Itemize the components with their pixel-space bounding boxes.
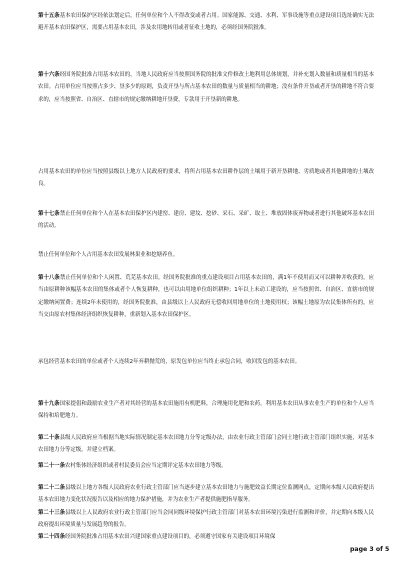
- paragraph-article-19: [38, 398, 374, 423]
- paragraph-article-15: [38, 10, 374, 35]
- paragraph-article-18: [38, 272, 374, 321]
- page-number: page 3 of 5: [350, 546, 390, 553]
- paragraph-text: 县级以上人民政府农业行政主管部门应当会同同级环境保护行政主管部门对基本农田环境污染进行监测和评价，并定期向本级人民政府提出环境质量与发展趋势的报告。: [38, 510, 374, 529]
- paragraph-text: 禁止任何单位和个人闲置、荒芜基本农田。经国务院批准的重点建设项目占用基本农田的，满1年不使用而又可以耕种并收获的，应当由原耕种该幅基本农田的集体或者个人恢复耕种，也可以由用地单位组织耕种；1年以上未动工建设的，应当按照省、自治区、直辖市的规定缴纳闲置费；连续2年未使用的，经国务院批准，由县级以上人民政府无偿收回用地单位的土地使用权；该幅土地原为农民集体所有的，应当交由原农村集体经济组织恢复耕种，重新划入基本农田保护区。: [38, 275, 374, 318]
- article-number: 第二十条: [38, 435, 60, 441]
- paragraph-article-20: [38, 432, 374, 457]
- paragraph-article-18-clause-2: [38, 356, 374, 368]
- paragraph-article-24: [38, 531, 374, 543]
- paragraph-text: 禁止任何单位和个人占用基本农田发展林果业和挖塘养鱼。: [38, 252, 179, 258]
- paragraph-text: 占用基本农田的单位应当按照县级以上地方人民政府的要求，将所占用基本农田耕作层的土壤用于新开垦耕地、劣质地或者其他耕地的土壤改良。: [38, 169, 374, 188]
- article-number: 第十八条: [38, 275, 60, 281]
- article-number: 第二十二条: [38, 485, 66, 491]
- paragraph-text: 农村集体经济组织或者村民委员会应当定期评定基本农田地力等级。: [64, 463, 227, 469]
- paragraph-text: 基本农田保护区经依法划定后，任何单位和个人不得改变或者占用。国家能源、交通、水利、军事设施等重点建设项目选址确实无法避开基本农田保护区，需要占用基本农田，涉及农用地转用或者征收土地的，必须经国务院批准。: [38, 13, 374, 32]
- paragraph-article-17: [38, 208, 374, 233]
- paragraph-article-16-clause-2: [38, 166, 374, 191]
- paragraph-text: 县级以上地方各级人民政府农业行政主管部门应当逐步建立基本农田地力与施肥效益长期定位监测网点，定期向本级人民政府提出基本农田地力变化状况报告以及相应的地力保护措施，并为农业生产者提供施肥指导服务。: [38, 485, 374, 504]
- paragraph-article-16: [38, 69, 374, 106]
- article-number: 第十五条: [38, 13, 60, 19]
- paragraph-text: 国家提倡和鼓励农业生产者对其经营的基本农田施用有机肥料，合理施用化肥和农药。利用基本农田从事农业生产的单位和个人应当保持和培肥地力。: [38, 401, 374, 420]
- article-number: 第二十三条: [38, 510, 66, 516]
- paragraph-article-22: [38, 482, 374, 507]
- paragraph-text: 县级人民政府应当根据当地实际情况制定基本农田地力分等定级办法，由农业行政主管部门会同土地行政主管部门组织实施，对基本农田地力分等定级，并建立档案。: [38, 435, 374, 454]
- article-number: 第十六条: [38, 72, 60, 78]
- paragraph-text: 承包经营基本农田的单位或者个人连续2年弃耕抛荒的，原发包单位应当终止承包合同，收回发包的基本农田。: [38, 359, 301, 365]
- article-number: 第二十四条: [38, 534, 65, 540]
- article-number: 第十七条: [38, 211, 60, 217]
- article-number: 第十九条: [38, 401, 60, 407]
- paragraph-article-23: [38, 507, 374, 532]
- paragraph-article-21: [38, 460, 374, 472]
- paragraph-text: 禁止任何单位和个人在基本农田保护区内建窑、建房、建坟、挖砂、采石、采矿、取土、堆放固体废弃物或者进行其他破坏基本农田的活动。: [38, 211, 374, 230]
- paragraph-article-17-clause-2: [38, 249, 374, 261]
- article-number: 第二十一条: [38, 463, 65, 469]
- paragraph-text: 经国务院批准占用基本农田的，当地人民政府应当按照国务院的批准文件修改土地利用总体规划，并补充划入数量和质量相当的基本农田。占用单位应当按照占多少、垦多少的原则，负责开垦与所占基本农田的数量与质量相当的耕地；没有条件开垦或者开垦的耕地不符合要求的，应当按照省、自治区、直辖市的规定缴纳耕地开垦费，专款用于开垦新的耕地。: [38, 72, 374, 103]
- paragraph-text: 经国务院批准占用基本农田兴建国家重点建设项目的，必须遵守国家有关建设项目环境保: [64, 534, 276, 540]
